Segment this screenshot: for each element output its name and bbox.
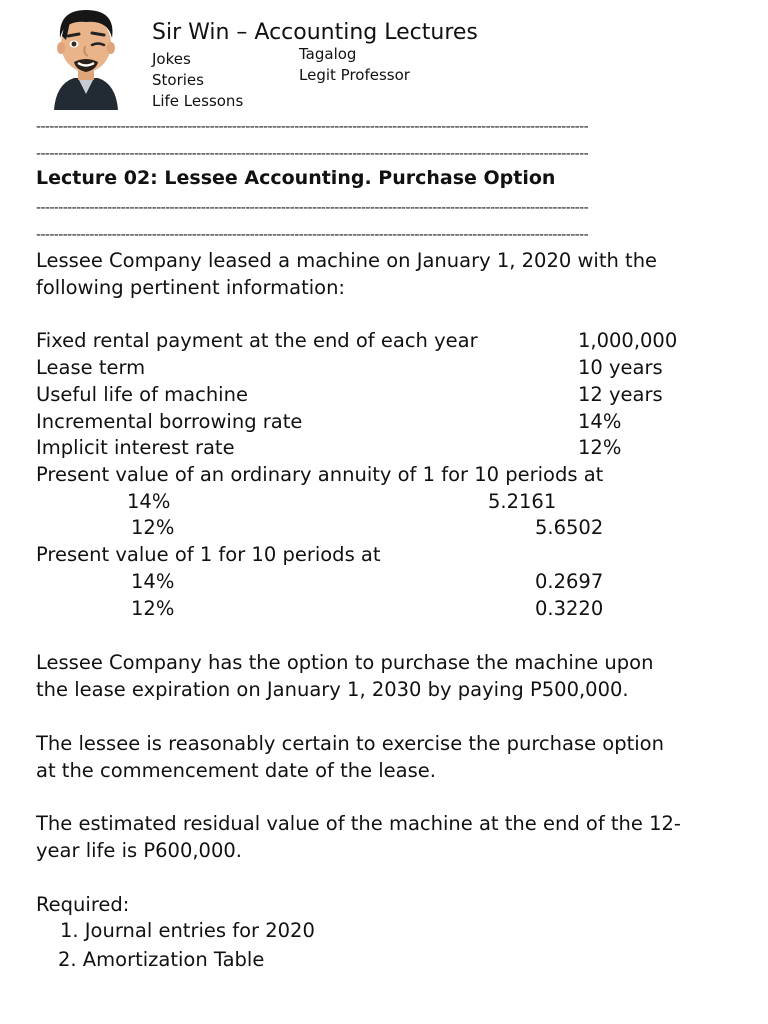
fact-label: Lease term	[36, 356, 146, 379]
pv-single-value: 0.3220	[535, 597, 604, 620]
residual-line-1: The estimated residual value of the machine at the end of the 12-	[36, 812, 681, 835]
fact-value: 10 years	[578, 356, 663, 379]
residual-line-2: year life is P600,000.	[36, 839, 242, 862]
fact-value: 1,000,000	[578, 329, 678, 352]
pv-single-rate: 12%	[131, 597, 175, 620]
certainty-line-2: at the commencement date of the lease.	[36, 759, 436, 782]
purchase-option-line-1: Lessee Company has the option to purchase the machine upon	[36, 651, 654, 674]
fact-label: Fixed rental payment at the end of each year	[36, 329, 478, 352]
fact-value: 12 years	[578, 383, 663, 406]
required-label: Required:	[36, 893, 130, 916]
fact-label: Implicit interest rate	[36, 436, 235, 459]
tag-life-lessons: Life Lessons	[152, 92, 244, 110]
required-item: 1. Journal entries for 2020	[60, 919, 315, 942]
separator-1: ----------------------------------------------------------------------------------------------------------------------------	[36, 119, 589, 135]
pv-annuity-rate: 14%	[127, 490, 171, 513]
intro-line-2: following pertinent information:	[36, 276, 345, 299]
pv-single-label: Present value of 1 for 10 periods at	[36, 543, 381, 566]
tag-legit-professor: Legit Professor	[299, 66, 410, 84]
pv-single-rate: 14%	[131, 570, 175, 593]
certainty-line-1: The lessee is reasonably certain to exercise the purchase option	[36, 732, 664, 755]
fact-label: Useful life of machine	[36, 383, 248, 406]
pv-annuity-label: Present value of an ordinary annuity of 1 for 10 periods at	[36, 463, 604, 486]
page-title: Sir Win – Accounting Lectures	[152, 20, 478, 45]
tag-tagalog: Tagalog	[299, 45, 357, 63]
pv-annuity-value: 5.6502	[535, 516, 604, 539]
fact-value: 12%	[578, 436, 622, 459]
tag-jokes: Jokes	[152, 50, 191, 68]
professor-avatar	[50, 4, 122, 110]
tag-stories: Stories	[152, 71, 204, 89]
separator-2-tail: ----------------------------------------------------------------------------------------------------------------------------	[36, 227, 589, 243]
fact-value: 14%	[578, 410, 622, 433]
separator-1-tail: ----------------------------------------------------------------------------------------------------------------------------	[36, 146, 589, 162]
fact-label: Incremental borrowing rate	[36, 410, 303, 433]
intro-line-1: Lessee Company leased a machine on January 1, 2020 with the	[36, 249, 658, 272]
separator-2: ----------------------------------------------------------------------------------------------------------------------------	[36, 200, 589, 216]
pv-annuity-value: 5.2161	[488, 490, 557, 513]
lecture-title: Lecture 02: Lessee Accounting. Purchase Option	[36, 167, 556, 189]
purchase-option-line-2: the lease expiration on January 1, 2030 by paying P500,000.	[36, 678, 629, 701]
pv-annuity-rate: 12%	[131, 516, 175, 539]
required-item: 2. Amortization Table	[58, 948, 265, 971]
pv-single-value: 0.2697	[535, 570, 604, 593]
